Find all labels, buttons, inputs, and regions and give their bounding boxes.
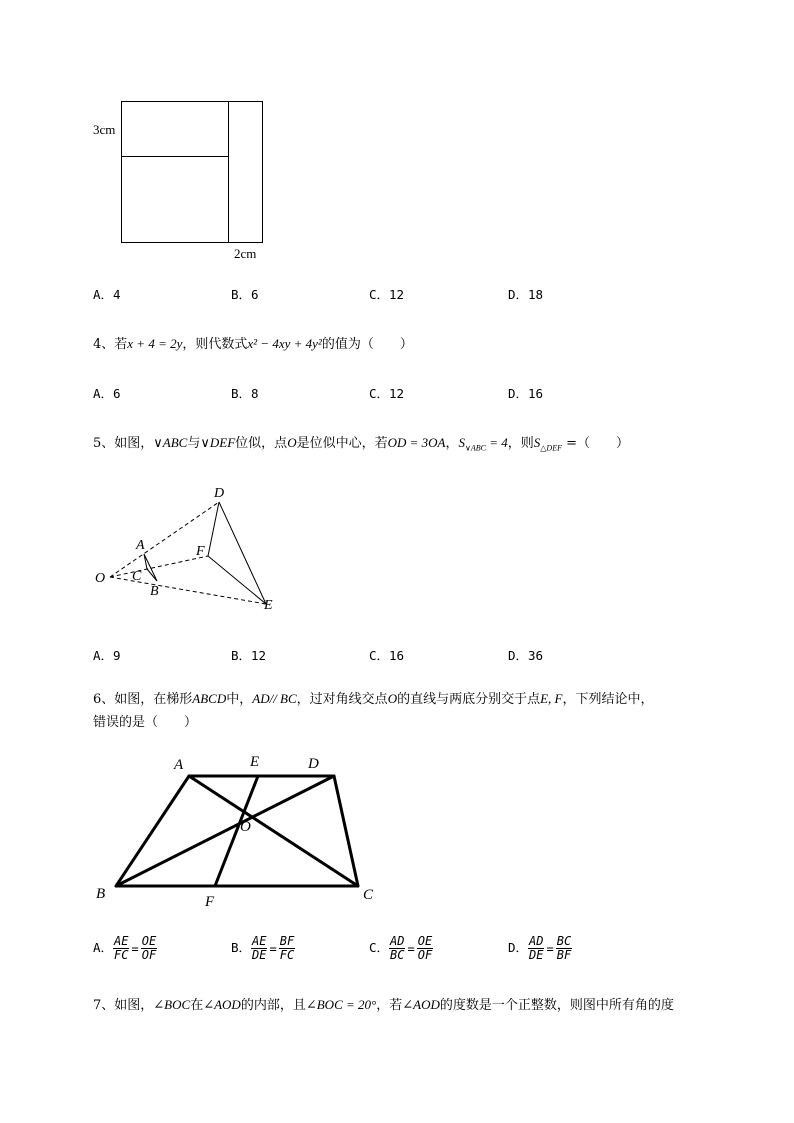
q5-triangle-def: ∨DEF: [200, 435, 236, 450]
q6-option-c-letter: C．: [369, 940, 390, 955]
q7-text-tail: 的度数是一个正整数，则图中所有角的度: [439, 998, 674, 1013]
q6-option-b-frac2: [279, 935, 295, 962]
q5-area-def-sub: △DEF: [540, 443, 562, 453]
q4-option-c: C．12: [369, 386, 405, 401]
q4-number: 4、若: [93, 337, 128, 352]
q4-option-d: D．16: [508, 386, 544, 401]
question-4: [93, 333, 413, 352]
q5-option-b: B．12: [231, 648, 267, 663]
q6-option-a-frac2: [141, 935, 157, 962]
q6-option-b-letter: B．: [231, 940, 252, 955]
q7-text-in: 在: [190, 998, 204, 1013]
q6-option-a-den2: OF: [141, 948, 157, 962]
q5-text-and: 与: [187, 436, 201, 451]
q7-number: 7、如图，: [93, 998, 154, 1013]
q3-option-b: B．6: [231, 287, 259, 302]
q7-angle-boc-value: ∠BOC = 20°: [305, 997, 377, 1012]
fig5-label-a: A: [136, 538, 145, 553]
q6-option-c-frac2: [417, 935, 433, 962]
q6-option-a-num2: OE: [141, 934, 157, 948]
fig5-label-o: O: [95, 571, 106, 586]
q4-tail: 的值为（ ）: [321, 337, 413, 352]
q7-text-inside: 的内部，且: [240, 998, 306, 1013]
q4-expression: x² − 4xy + 4y²: [247, 336, 322, 351]
fig6-label-e: E: [250, 754, 260, 770]
q6-option-c: C． $\frac{AD}{BC}$ = $\frac{OE}{OF}$: [369, 934, 433, 962]
q5-number: 5、如图，: [93, 436, 154, 451]
q6-option-b: B． $\frac{AE}{DE}$ = $\frac{BF}{FC}$: [231, 934, 295, 962]
label-3cm: 3cm: [93, 122, 116, 137]
fig5-label-e: E: [264, 598, 273, 613]
fig6-label-c: C: [363, 887, 374, 903]
q5-option-c: C．16: [369, 648, 405, 663]
q5-ratio: OD = 3OA: [387, 435, 446, 450]
q6-option-c-num2: OE: [417, 934, 433, 948]
fig5-label-f: F: [196, 544, 205, 559]
q6-text-in: 中，: [226, 692, 253, 707]
homothety-figure: [90, 480, 290, 620]
q5-area-abc-sub: ∨ABC: [465, 443, 486, 453]
fig5-label-c: C: [132, 569, 142, 584]
q6-option-d-frac1: [528, 935, 544, 962]
q7-angle-aod: ∠AOD: [203, 997, 241, 1012]
q6-option-c-den1: BC: [390, 948, 405, 962]
q6-option-d-num2: BC: [556, 934, 572, 948]
q6-option-a-num1: AE: [114, 934, 129, 948]
q5-blank: =（ ）: [561, 436, 629, 451]
q5-area-abc: [458, 435, 508, 453]
q6-option-d-letter: D．: [508, 940, 529, 955]
q6-points-ef: E, F: [540, 691, 563, 706]
q3-option-c: C．12: [369, 287, 405, 302]
q5-area-abc-value: = 4: [485, 435, 508, 450]
q6-option-b-den2: FC: [279, 948, 295, 962]
q4-option-b: B．8: [231, 386, 259, 401]
q6-text-through: ，过对角线交点: [296, 692, 388, 707]
q6-option-b-num1: AE: [252, 934, 267, 948]
q6-trapezoid-name: ABCD: [192, 691, 227, 706]
q4-option-a: A．6: [93, 386, 121, 401]
fig6-label-o: O: [240, 819, 251, 835]
q6-option-c-num1: AD: [390, 934, 405, 948]
q5-text-similar: 位似，点: [235, 436, 288, 451]
q6-option-d-num1: AD: [529, 934, 544, 948]
q6-option-c-den2: OF: [417, 948, 433, 962]
q6-option-b-den1: DE: [252, 948, 267, 962]
q7-angle-boc: ∠BOC: [153, 997, 191, 1012]
q6-option-b-frac1: [251, 935, 267, 962]
q6-text-conclusion: ，下列结论中，: [562, 692, 654, 707]
q4-condition: x + 4 = 2y: [127, 336, 183, 351]
fig5-label-b: B: [150, 584, 159, 599]
question-5: [93, 432, 629, 453]
q5-text-then: ，则: [507, 436, 534, 451]
q6-number: 6、如图，在梯形: [93, 692, 193, 707]
fig5-label-d: D: [214, 486, 225, 501]
q5-comma: ，: [445, 436, 459, 451]
q4-mid: ，则代数式: [182, 337, 248, 352]
q6-option-a: A． $\frac{AE}{FC}$ = $\frac{OE}{OF}$: [93, 934, 157, 962]
q5-option-d: D．36: [508, 648, 544, 663]
q6-option-d-den2: BF: [556, 948, 572, 962]
q5-area-def-s: S: [533, 435, 541, 450]
q6-option-a-den1: FC: [114, 948, 129, 962]
label-2cm: 2cm: [234, 246, 257, 261]
question-6: [93, 688, 654, 707]
rectangle-figure: [80, 90, 280, 270]
q6-text-intersect: 的直线与两底分别交于点: [397, 692, 541, 707]
q6-line2: 错误的是（ ）: [93, 715, 198, 730]
q6-option-d-frac2: [556, 935, 572, 962]
q6-option-c-frac1: [389, 935, 405, 962]
fig6-label-a: A: [174, 757, 184, 773]
q6-option-b-num2: BF: [279, 934, 295, 948]
q7-text-if: ，若: [376, 998, 403, 1013]
fig6-label-d: D: [308, 756, 319, 772]
q7-angle-aod-2: ∠AOD: [402, 997, 440, 1012]
q6-option-d: D． $\frac{AD}{DE}$ = $\frac{BC}{BF}$: [508, 934, 572, 962]
q5-text-center: 是位似中心，若: [296, 436, 388, 451]
q5-option-a: A．9: [93, 648, 121, 663]
q3-option-a: A．4: [93, 287, 121, 302]
q6-option-a-letter: A．: [93, 940, 114, 955]
q5-area-def: [533, 435, 562, 453]
q3-option-d: D．18: [508, 287, 544, 302]
q6-option-a-frac1: [113, 935, 129, 962]
q6-option-d-den1: DE: [529, 948, 544, 962]
fig6-label-b: B: [96, 886, 106, 902]
q5-point-o: O: [287, 435, 297, 450]
q6-point-o: O: [387, 691, 398, 706]
q6-parallel: AD// BC: [252, 691, 297, 706]
fig6-label-f: F: [205, 894, 215, 910]
question-7: [93, 994, 674, 1013]
q5-area-abc-s: S: [458, 435, 465, 450]
q5-triangle-abc: ∨ABC: [153, 435, 188, 450]
